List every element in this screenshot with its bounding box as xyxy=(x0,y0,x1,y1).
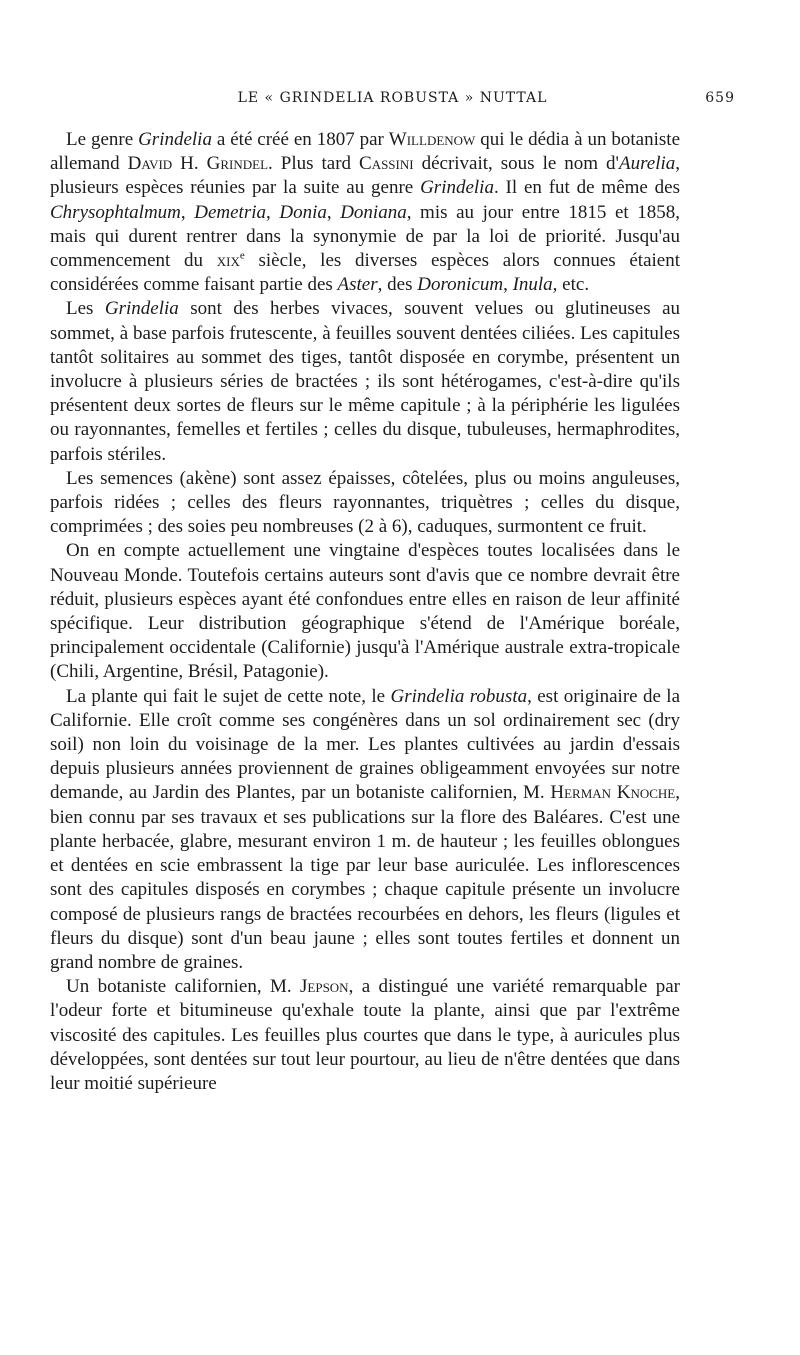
small-caps-name: Herman Knoche xyxy=(550,782,676,804)
italic-term: Inula xyxy=(512,274,553,296)
italic-term: Grindelia xyxy=(138,129,212,150)
text-run: , xyxy=(326,201,341,223)
small-caps-name: Jepson xyxy=(300,976,349,998)
text-run: sont des herbes vivaces, souvent velues ou glutineuses au sommet, à base parfois frutescente, à feuilles souvent dentées ciliées. Les capitules tantôt solitaires au sommet des tiges, tantôt disposée en corymbe, présentent un involucre à plusieurs séries de bractées ; ils sont hétérogames, c'est-à-dire qu'ils présentent deux sortes de fleurs sur le même capitule ; à la périphérie les ligulées ou rayonnantes, femelles et fertiles ; celles du disque, tubuleuses, hermaphrodites, parfois stériles. xyxy=(50,298,680,465)
text-run: a été créé en 1807 par xyxy=(211,129,389,150)
text-run: Un botaniste californien, M. xyxy=(66,976,300,998)
text-run: qui le dédia à un botaniste allemand xyxy=(50,129,681,175)
text-run: , bien connu par ses travaux et ses publications sur la flore des Baléares. C'est une plante herbacée, glabre, mesurant environ 1 m. de hauteur ; les feuilles oblongues et dentées en scie embrassent la tige par leur base auriculée. Les inflorescences sont des capitules disposés en corymbes ; chaque capitule présente un involucre composé de plusieurs rangs de bractées recourbées en dehors, les fleurs (ligules et fleurs du disque) sont d'un beau jaune ; elles sont toutes fertiles et donnent un grand nombre de graines. xyxy=(50,782,680,973)
italic-term: Grindelia xyxy=(420,177,494,199)
paragraph-p4 xyxy=(50,539,680,684)
italic-term: Chrysophtalmum xyxy=(50,201,181,223)
italic-term: Doronicum xyxy=(417,274,504,296)
text-run: . Plus tard xyxy=(268,153,360,175)
text-run: . Il en fut de même des xyxy=(493,177,680,199)
body-text xyxy=(50,128,680,1096)
text-run: La plante qui fait le sujet de cette note, le xyxy=(66,685,391,707)
text-run: , a distingué une variété remarquable par l'odeur forte et bitumineuse qu'exhale toute la plante, ainsi que par l'extrême viscosité des capitules. Les feuilles plus courtes que dans le type, à auricules plus développées, sont dentées sur tout leur pourtour, au lieu de n'être dentées que dans leur moitié supérieure xyxy=(50,976,680,1094)
running-header xyxy=(50,90,735,114)
text-run: décrivait, sous le nom d' xyxy=(413,153,619,175)
text-run: On en compte actuellement une vingtaine d'espèces toutes localisées dans le Nouveau Monde. Toutefois certains auteurs sont d'avis que ce nombre devrait être réduit, plusieurs espèces ayant été confondues entre elles en raison de leur affinité spécifique. Leur distribution géographique s'étend de l'Amérique boréale, principalement occidentale (Californie) jusqu'à l'Amérique australe extra-tropicale (Chili, Argentine, Brésil, Patagonie). xyxy=(50,540,680,683)
italic-term: Grindelia robusta xyxy=(390,685,528,707)
text-run: siècle, les diverses espèces alors connues étaient considérées comme faisant partie des xyxy=(50,250,681,296)
running-title: LE « GRINDELIA ROBUSTA » NUTTAL xyxy=(237,90,548,106)
paragraph-p1 xyxy=(50,128,680,297)
text-run: , xyxy=(180,201,195,223)
text-run: , est originaire de la Californie. Elle croît comme ses congénères dans un sol ordinairement sec (dry soil) non loin du voisinage de la mer. Les plantes cultivées au jardin d'essais depuis plusieurs années proviennent de graines obligeamment envoyées sur notre demande, au Jardin des Plantes, par un botaniste californien, M. xyxy=(50,685,681,804)
text-run: , mis au jour entre 1815 et 1858, mais qui durent rentrer dans la synonymie de par la loi de priorité. Jusqu'au commencement du xyxy=(50,201,681,272)
text-run: , xyxy=(503,274,513,296)
text-run: Le genre xyxy=(66,129,139,150)
italic-term: Donia xyxy=(279,201,327,223)
italic-term: Grindelia xyxy=(104,298,179,320)
text-run: , xyxy=(266,201,280,223)
paragraph-p3 xyxy=(50,467,680,540)
small-caps-name: Cassini xyxy=(359,153,414,175)
paragraph-p5 xyxy=(50,685,680,975)
paragraph-p6 xyxy=(50,975,680,1096)
text-run: Les xyxy=(66,298,105,320)
small-caps-name: xix xyxy=(216,250,240,272)
small-caps-name: David H. Grindel xyxy=(127,153,269,175)
small-caps-name: Willdenow xyxy=(388,129,476,150)
page-number: 659 xyxy=(705,90,735,106)
text-run: , plusieurs espèces réunies par la suite au genre xyxy=(50,153,681,199)
italic-term: Aster xyxy=(337,274,378,296)
italic-term: Doniana xyxy=(340,201,407,223)
text-run: , des xyxy=(377,274,418,296)
text-run: Les semences (akène) sont assez épaisses, côtelées, plus ou moins anguleuses, parfois ridées ; celles des fleurs rayonnantes, triquètres ; celles du disque, comprimées ; des soies peu nombreuses (2 à 6), caduques, surmontent ce fruit. xyxy=(50,467,680,538)
text-run: , etc. xyxy=(552,274,590,296)
paragraph-p2 xyxy=(50,297,680,466)
superscript: e xyxy=(239,249,245,262)
italic-term: Aurelia xyxy=(618,153,676,175)
italic-term: Demetria xyxy=(194,201,267,223)
